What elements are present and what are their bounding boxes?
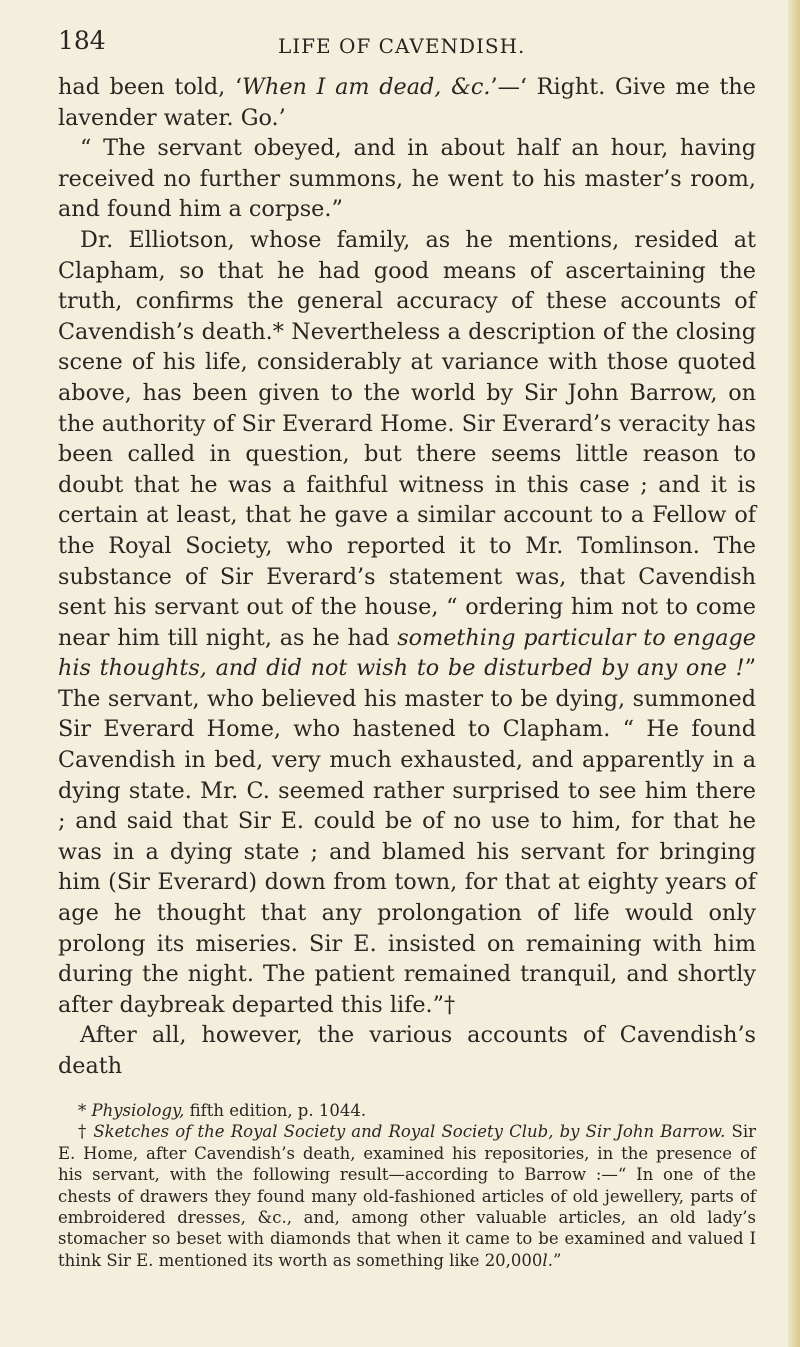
footnote-2: † Sketches of the Royal Society and Royal Society Club, by Sir John Barrow. Sir E. Home, after Cavendish’s death, examined his repositories, in the presence of his servant, with the following result—according to Barrow :—“ In one of the chests of drawers they found many old-fashioned articles of old jewellery, parts of embroidered dresses, &c., and, among other valuable articles, an old lady’s stomacher so beset with diamonds that when it came to be examined and valued I think Sir E. mentioned its worth as something like 20,000l.”	[58, 1122, 756, 1270]
running-head: LIFE OF CAVENDISH.	[278, 34, 526, 58]
body-text	[58, 72, 756, 1082]
footnote-1: * Physiology, fifth edition, p. 1044.	[78, 1101, 367, 1120]
page-number: 184	[58, 26, 106, 55]
paragraph-1: had been told, ‘When I am dead, &c.’—‘ Right. Give me the lavender water. Go.’	[58, 74, 756, 131]
paragraph-3: Dr. Elliotson, whose family, as he mentions, resided at Clapham, so that he had good means of ascertaining the truth, confirms the general accuracy of these accounts of Cavendish’s death.* Nevertheless a description of the closing scene of his life, considerably at variance with those quoted above, has been given to the world by Sir John Barrow, on the authority of Sir Everard Home. Sir Everard’s veracity has been called in question, but there seems little reason to doubt that he was a faithful witness in this case ; and it is certain at least, that he gave a similar account to a Fellow of the Royal Society, who reported it to Mr. Tomlinson. The substance of Sir Everard’s statement was, that Cavendish sent his servant out of the house, “ ordering him not to come near him till night, as he had something particular to engage his thoughts, and did not wish to be disturbed by any one !” The servant, who believed his master to be dying, summoned Sir Everard Home, who hastened to Clapham. “ He found Cavendish in bed, very much exhausted, and apparently in a dying state. Mr. C. seemed rather surprised to see him there ; and said that Sir E. could be of no use to him, for that he was in a dying state ; and blamed his servant for bringing him (Sir Everard) down from town, for that at eighty years of age he thought that any prolongation of life would only prolong its miseries. Sir E. insisted on remaining with him during the night. The patient remained tranquil, and shortly after daybreak departed this life.”†	[58, 226, 756, 1018]
page-header	[0, 26, 800, 66]
page-edge	[788, 0, 800, 1347]
footnotes	[58, 1100, 756, 1271]
paragraph-4: After all, however, the various accounts of Cavendish’s death	[58, 1022, 756, 1079]
paragraph-2: “ The servant obeyed, and in about half an hour, having received no further summons, he went to his master’s room, and found him a corpse.”	[58, 135, 756, 223]
